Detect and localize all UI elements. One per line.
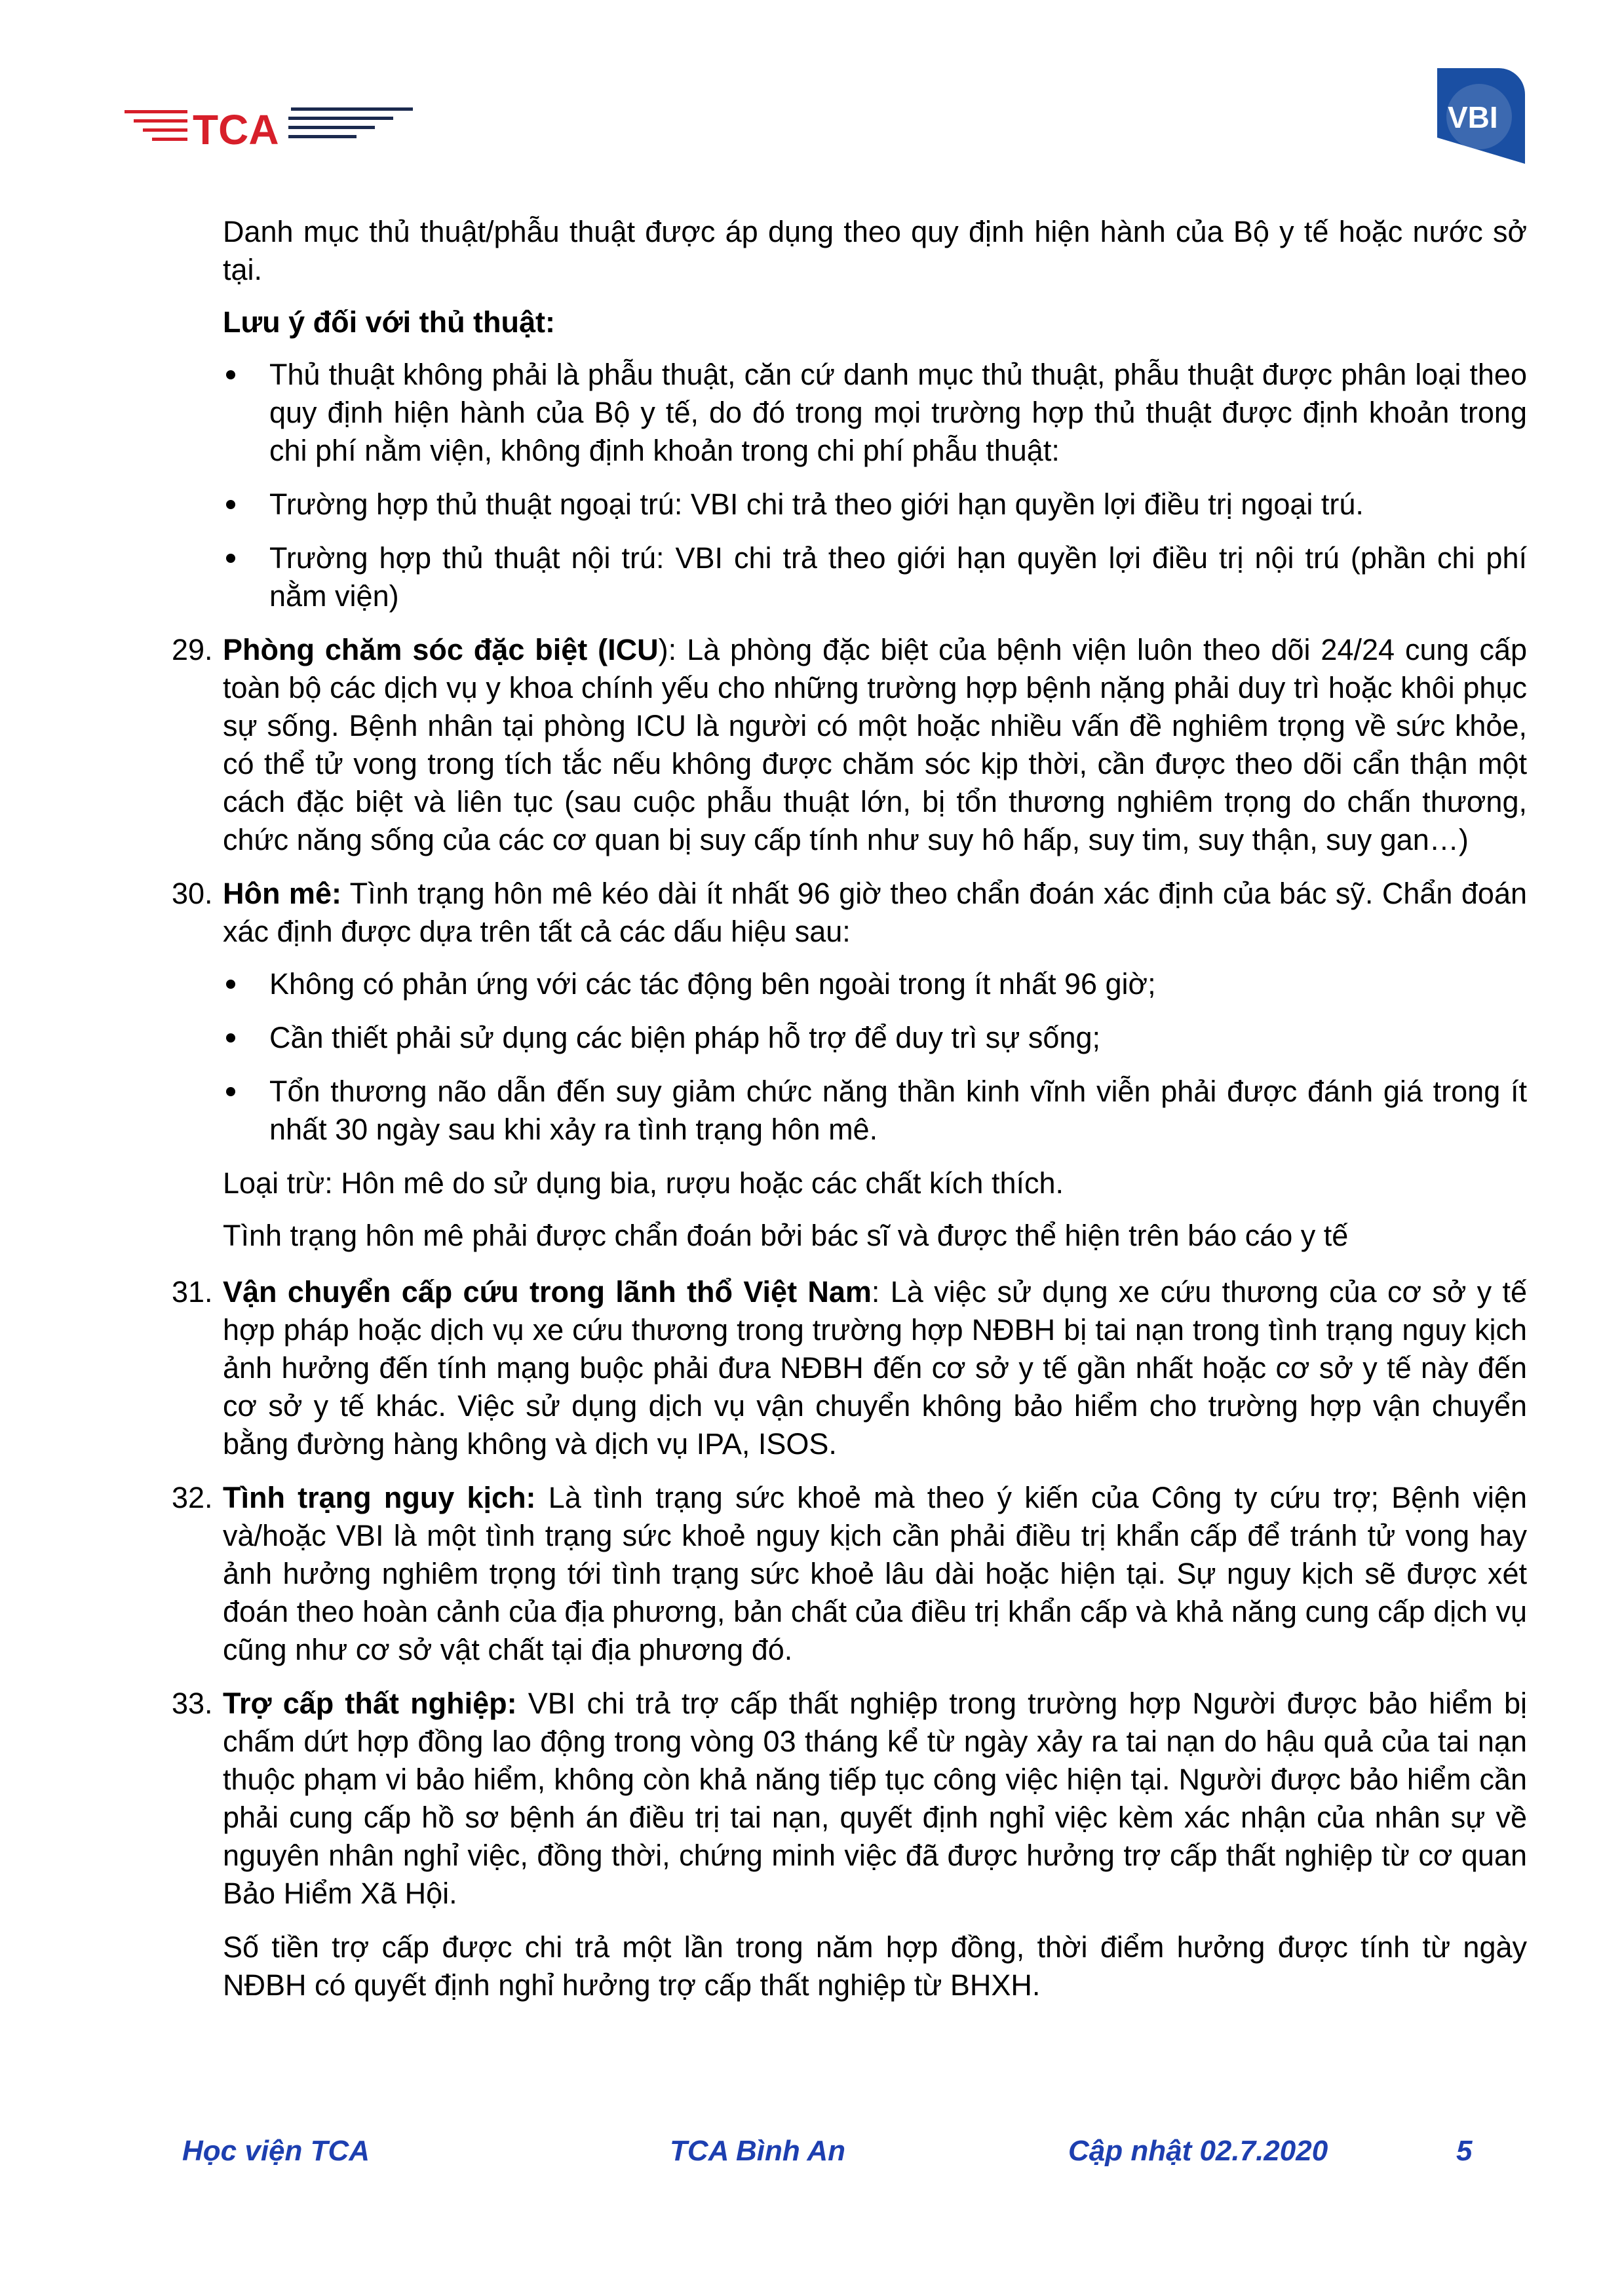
definition-item-29 — [161, 631, 1527, 859]
item-term: Tình trạng nguy kịch: — [223, 1481, 536, 1514]
note-heading: Lưu ý đối với thủ thuật: — [223, 305, 556, 339]
footer-center: TCA Bình An — [670, 2135, 846, 2167]
definition-item-33 — [161, 1685, 1527, 1913]
list-item: Không có phản ứng với các tác động bên ngoài trong ít nhất 96 giờ; — [161, 965, 1527, 1003]
item-number: 31. — [172, 1275, 213, 1309]
coma-diagnosis-note: Tình trạng hôn mê phải được chẩn đoán bởi bác sĩ và được thể hiện trên báo cáo y tế — [223, 1219, 1349, 1252]
list-item: Thủ thuật không phải là phẫu thuật, căn cứ danh mục thủ thuật, phẫu thuật được phân loại theo quy định hiện hành của Bộ y tế, do đó trong mọi trường hợp thủ thuật được định khoản trong chi phí nằm viện, không định khoản trong chi phí phẫu thuật: — [161, 356, 1527, 470]
item-text: Tình trạng hôn mê kéo dài ít nhất 96 giờ theo chẩn đoán xác định của bác sỹ. Chẩn đoán xác định được dựa trên tất cả các dấu hiệu sau: — [223, 877, 1527, 948]
item-text: : Là việc sử dụng xe cứu thương của cơ sở y tế hợp pháp hoặc dịch vụ xe cứu thương trong trường hợp NĐBH bị tai nạn trong tình trạng nguy kịch ảnh hưởng đến tính mạng buộc phải đưa NĐBH đến cơ sở y tế gần nhất hoặc cơ sở y tế này đến cơ sở y tế khác. Việc sử dụng dịch vụ vận chuyển không bảo hiểm cho trường hợp vận chuyển bằng đường hàng không và dịch vụ IPA, ISOS. — [223, 1275, 1528, 1461]
item-number: 33. — [172, 1687, 213, 1720]
bullet-icon — [226, 1033, 235, 1043]
intro-paragraph: Danh mục thủ thuật/phẫu thuật được áp dụng theo quy định hiện hành của Bộ y tế hoặc nước sở tại. — [223, 215, 1527, 286]
bullet-icon — [226, 500, 235, 509]
bullet-icon — [226, 980, 235, 989]
bullet-icon — [226, 554, 235, 563]
item-number: 29. — [172, 633, 213, 666]
page-footer — [0, 2135, 1622, 2174]
definition-item-30 — [161, 875, 1527, 951]
list-item: Cần thiết phải sử dụng các biện pháp hỗ trợ để duy trì sự sống; — [161, 1019, 1527, 1057]
coma-exclusion: Loại trừ: Hôn mê do sử dụng bia, rượu hoặc các chất kích thích. — [223, 1166, 1064, 1200]
list-item: Trường hợp thủ thuật nội trú: VBI chi trả theo giới hạn quyền lợi điều trị nội trú (phần chi phí nằm viện) — [161, 539, 1527, 615]
item-text: Là tình trạng sức khoẻ mà theo ý kiến của Công ty cứu trợ; Bệnh viện và/hoặc VBI là một tình trạng sức khoẻ nguy kịch cần phải điều trị khẩn cấp để tránh tử vong hay ảnh hưởng nghiêm trọng tới tình trạng sức khoẻ lâu dài hoặc hiện tại. Sự nguy kịch sẽ được xét đoán theo hoàn cảnh của địa phương, bản chất của điều trị khẩn cấp và khả năng cung cấp dịch vụ cũng như cơ sở vật chất tại địa phương đó. — [223, 1481, 1527, 1666]
item-number: 32. — [172, 1481, 213, 1514]
bullet-icon — [226, 370, 235, 379]
tca-logo-text: TCA — [193, 106, 279, 149]
definition-item-31 — [161, 1273, 1527, 1463]
page-number: 5 — [1456, 2135, 1473, 2167]
definition-item-32 — [161, 1479, 1527, 1669]
vbi-logo — [1425, 66, 1528, 168]
item-term: Trợ cấp thất nghiệp: — [223, 1687, 517, 1720]
item-text: VBI chi trả trợ cấp thất nghiệp trong trường hợp Người được bảo hiểm bị chấm dứt hợp đồng lao động trong vòng 03 tháng kể từ ngày xảy ra tai nạn do hậu quả của tai nạn thuộc phạm vi bảo hiểm, không còn khả năng tiếp tục công việc hiện tại. Người được bảo hiểm cần phải cung cấp hồ sơ bệnh án điều trị tai nạn, quyết định nghỉ việc kèm xác nhận của nhân sự về nguyên nhân nghỉ việc, đồng thời, chứng minh việc đã được hưởng trợ cấp thất nghiệp từ cơ quan Bảo Hiểm Xã Hội. — [223, 1687, 1527, 1910]
unemployment-payment-note: Số tiền trợ cấp được chi trả một lần trong năm hợp đồng, thời điểm hưởng được tính từ ngày NĐBH có quyết định nghỉ hưởng trợ cấp thất nghiệp từ BHXH. — [223, 1930, 1527, 2002]
tca-logo — [125, 104, 413, 149]
item-text: ): Là phòng đặc biệt của bệnh viện luôn theo dõi 24/24 cung cấp toàn bộ các dịch vụ y khoa chính yếu cho những trường hợp bệnh nặng phải duy trì hoặc khôi phục sự sống. Bệnh nhân tại phòng ICU là người có một hoặc nhiều vấn đề nghiêm trọng về sức khỏe, có thể tử vong trong tích tắc nếu không được chăm sóc kịp thời, cần được theo dõi cẩn thận một cách đặc biệt và liên tục (sau cuộc phẫu thuật lớn, bị tổn thương nghiêm trọng do chấn thương, chức năng sống của các cơ quan bị suy cấp tính như suy hô hấp, suy tim, suy thận, suy gan…) — [223, 633, 1528, 856]
note-bullet-list — [161, 356, 1527, 615]
item-term: Hôn mê: — [223, 877, 341, 910]
list-item: Tổn thương não dẫn đến suy giảm chức năng thần kinh vĩnh viễn phải được đánh giá trong ít nhất 30 ngày sau khi xảy ra tình trạng hôn mê. — [161, 1073, 1527, 1149]
footer-left: Học viện TCA — [182, 2135, 370, 2167]
footer-date: Cập nhật 02.7.2020 — [1068, 2135, 1328, 2167]
document-body — [161, 213, 1527, 2019]
vbi-logo-text: VBI — [1448, 100, 1498, 134]
item-number: 30. — [172, 877, 213, 910]
item-term: Phòng chăm sóc đặc biệt (ICU — [223, 633, 659, 666]
coma-criteria-list — [161, 965, 1527, 1149]
list-item: Trường hợp thủ thuật ngoại trú: VBI chi trả theo giới hạn quyền lợi điều trị ngoại trú. — [161, 486, 1527, 524]
bullet-icon — [226, 1087, 235, 1096]
item-term: Vận chuyển cấp cứu trong lãnh thổ Việt Nam — [223, 1275, 872, 1309]
